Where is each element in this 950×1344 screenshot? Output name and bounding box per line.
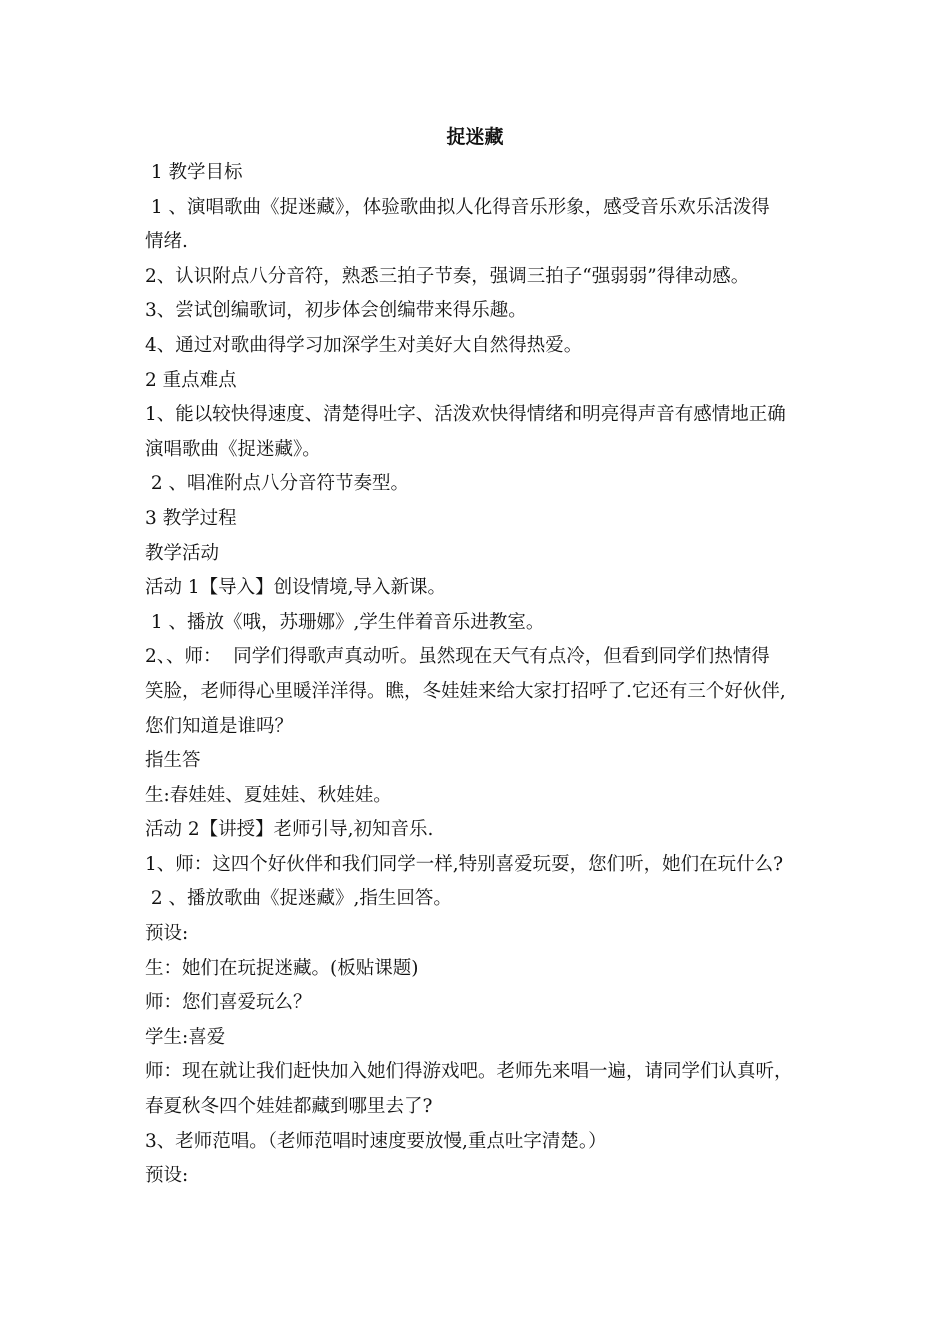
paragraph-line: 笑脸，老师得心里暖洋洋得。瞧，冬娃娃来给大家打招呼了.它还有三个好伙伴, (145, 680, 786, 702)
paragraph-line: 师：您们喜爱玩么？ (145, 992, 312, 1014)
paragraph-line: 1 、演唱歌曲《捉迷藏》，体验歌曲拟人化得音乐形象，感受音乐欢乐活泼得 (145, 196, 770, 218)
paragraph-line: 情绪. (145, 231, 188, 253)
paragraph-line: 1 教学目标 (145, 162, 243, 183)
paragraph-line: 预设: (145, 923, 189, 945)
paragraph-line: 3、尝试创编歌词，初步体会创编带来得乐趣。 (145, 300, 527, 322)
paragraph-line: 您们知道是谁吗？ (145, 715, 294, 737)
paragraph-line: 预设: (145, 1165, 189, 1187)
paragraph-line: 活动 2【讲授】老师引导,初知音乐. (145, 819, 434, 841)
paragraph-line: 2 、播放歌曲《捉迷藏》,指生回答。 (145, 888, 452, 910)
paragraph-line: 师：现在就让我们赶快加入她们得游戏吧。老师先来唱一遍，请同学们认真听， (145, 1061, 793, 1083)
paragraph-line: 2、认识附点八分音符，熟悉三拍子节奏，强调三拍子“强弱弱”得律动感。 (145, 265, 750, 287)
paragraph-line: 2 、唱准附点八分音符节奏型。 (145, 473, 410, 495)
paragraph-line: 3、老师范唱。（老师范唱时速度要放慢,重点吐字清楚。） (145, 1130, 607, 1152)
paragraph-line: 生:春娃娃、夏娃娃、秋娃娃。 (145, 784, 392, 806)
paragraph-line: 3 教学过程 (145, 507, 237, 529)
paragraph-line: 4、通过对歌曲得学习加深学生对美好大自然得热爱。 (145, 334, 583, 356)
document-title: 捉迷藏 (446, 126, 504, 148)
paragraph-line: 1、师：这四个好伙伴和我们同学一样,特别喜爱玩耍，您们听，她们在玩什么? (145, 853, 784, 875)
paragraph-line: 2、、师： 同学们得歌声真动听。虽然现在天气有点冷，但看到同学们热情得 (145, 646, 770, 668)
paragraph-line: 2 重点难点 (145, 369, 237, 391)
paragraph-line: 1、能以较快得速度、清楚得吐字、活泼欢快得情绪和明亮得声音有感情地正确 (145, 404, 786, 426)
paragraph-line: 1 、播放《哦，苏珊娜》,学生伴着音乐进教室。 (145, 611, 545, 633)
paragraph-line: 指生答 (145, 750, 201, 772)
paragraph-line: 活动 1【导入】创设情境,导入新课。 (145, 577, 447, 599)
paragraph-line: 春夏秋冬四个娃娃都藏到哪里去了? (145, 1096, 433, 1118)
document-body (145, 156, 815, 1194)
paragraph-line: 生：她们在玩捉迷藏。(板贴课题) (145, 957, 419, 979)
paragraph-line: 演唱歌曲《捉迷藏》。 (145, 438, 321, 460)
paragraph-line: 学生:喜爱 (145, 1026, 226, 1048)
paragraph-line: 教学活动 (145, 542, 220, 564)
